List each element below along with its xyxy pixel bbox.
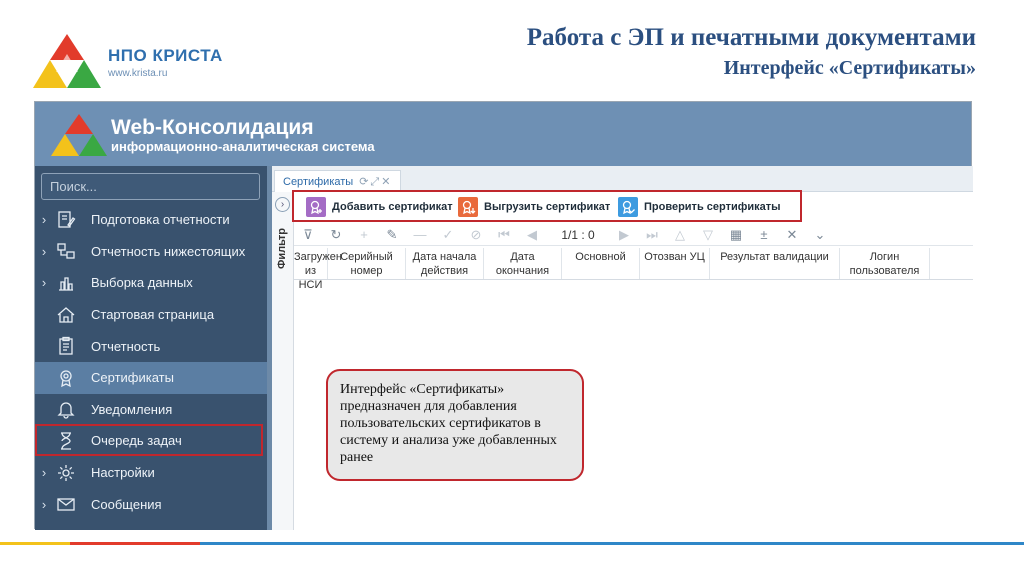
report-edit-icon bbox=[53, 209, 79, 231]
move-up-icon[interactable]: △ bbox=[675, 226, 685, 242]
tab-label: Сертификаты bbox=[283, 175, 354, 188]
app-header bbox=[35, 102, 971, 166]
sidebar-item-data-selection[interactable] bbox=[35, 267, 267, 299]
sidebar-item-report-preparation[interactable] bbox=[35, 204, 267, 236]
chevron-right-icon: › bbox=[41, 243, 47, 259]
edit-icon[interactable]: ✎ bbox=[386, 226, 398, 242]
next-page-icon[interactable]: ▶ bbox=[619, 226, 629, 242]
prev-page-icon[interactable]: ◀ bbox=[527, 226, 537, 242]
sidebar-item-label: Отчетность bbox=[91, 338, 161, 354]
chevron-right-icon: › bbox=[41, 212, 47, 228]
chevron-right-icon: › bbox=[41, 275, 47, 291]
column-header[interactable]: Отозван УЦ bbox=[640, 248, 710, 279]
export-certificate-label: Выгрузить сертификат bbox=[484, 201, 611, 213]
clipboard-icon bbox=[53, 335, 79, 357]
grid-view-icon[interactable]: ▦ bbox=[729, 226, 743, 242]
remove-icon[interactable]: — bbox=[413, 227, 427, 242]
sidebar-item-label: Уведомления bbox=[91, 401, 173, 417]
tab-certificates[interactable] bbox=[274, 170, 401, 192]
move-down-icon[interactable]: ▽ bbox=[703, 226, 713, 242]
add-icon[interactable]: + bbox=[360, 227, 368, 242]
sidebar-item-label: Стартовая страница bbox=[91, 307, 215, 323]
footer-stripe-red bbox=[70, 542, 200, 545]
sidebar-item-label: Отчетность нижестоящих bbox=[91, 243, 246, 259]
grid-header bbox=[294, 248, 973, 291]
brand-url: www.krista.ru bbox=[108, 68, 168, 79]
pager-status: 1/1 : 0 bbox=[561, 227, 595, 242]
sidebar-item-start-page[interactable] bbox=[35, 299, 267, 331]
certificate-icon bbox=[53, 367, 79, 389]
callout-note: Интерфейс «Сертификаты» предназначен для добавления пользовательских сертификатов в систему и анализа уже добавленных ранее bbox=[326, 369, 584, 481]
footer-stripe-blue bbox=[200, 542, 1024, 545]
last-page-icon[interactable]: ⏭ bbox=[646, 226, 658, 242]
envelope-icon bbox=[53, 493, 79, 515]
column-header[interactable]: Основной bbox=[562, 248, 640, 279]
sidebar-item-certificates[interactable] bbox=[35, 362, 267, 394]
sidebar-item-subordinate-reports[interactable] bbox=[35, 236, 267, 268]
close-icon[interactable]: ✕ bbox=[381, 175, 393, 188]
cancel-icon[interactable]: ⊘ bbox=[470, 226, 482, 242]
dropdown-icon[interactable]: ⌄ bbox=[814, 226, 826, 242]
bell-icon bbox=[53, 398, 79, 420]
filter-icon[interactable]: ⊽ bbox=[303, 226, 313, 242]
highlight-frame-certificates bbox=[35, 424, 263, 456]
sidebar-item-notifications[interactable] bbox=[35, 394, 267, 426]
app-logo-icon bbox=[49, 112, 109, 158]
tab-controls bbox=[359, 175, 392, 189]
clear-columns-icon[interactable]: ✕ bbox=[786, 226, 798, 242]
first-page-icon[interactable]: ⏮ bbox=[498, 226, 510, 242]
tab-bar bbox=[272, 166, 973, 192]
filter-label[interactable]: Фильтр bbox=[276, 228, 288, 270]
sidebar-nav bbox=[35, 204, 267, 520]
refresh-icon[interactable]: ⟳ bbox=[359, 175, 371, 188]
verify-certificates-label: Проверить сертификаты bbox=[644, 201, 781, 213]
sidebar-item-label: Выборка данных bbox=[91, 275, 193, 291]
gear-icon bbox=[53, 462, 79, 484]
sidebar-item-label: Настройки bbox=[91, 465, 155, 481]
sidebar bbox=[35, 166, 267, 530]
sidebar-item-settings[interactable] bbox=[35, 457, 267, 489]
column-header[interactable]: Дата окончания bbox=[484, 248, 562, 279]
app-subtitle: информационно-аналитическая система bbox=[111, 139, 375, 154]
home-icon bbox=[53, 304, 79, 326]
hierarchy-icon bbox=[53, 240, 79, 262]
slide-title bbox=[527, 22, 976, 82]
brand-name: НПО КРИСТА bbox=[108, 46, 223, 65]
column-header[interactable]: Логин пользователя bbox=[840, 248, 930, 279]
highlight-frame-actions bbox=[292, 190, 802, 222]
column-header[interactable]: Загружен из НСИ bbox=[294, 248, 328, 279]
chart-icon bbox=[53, 272, 79, 294]
chevron-right-icon: › bbox=[41, 465, 47, 481]
krista-logo bbox=[32, 32, 102, 94]
column-header[interactable]: Результат валидации bbox=[710, 248, 840, 279]
sidebar-item-reports[interactable] bbox=[35, 330, 267, 362]
sidebar-item-label: Сертификаты bbox=[91, 370, 174, 386]
column-header[interactable]: Дата начала действия bbox=[406, 248, 484, 279]
app-name: Web-Консолидация bbox=[111, 116, 314, 139]
column-header[interactable]: Серийный номер bbox=[328, 248, 406, 279]
sidebar-item-label: Сообщения bbox=[91, 496, 162, 512]
sidebar-item-messages[interactable] bbox=[35, 488, 267, 520]
filter-panel bbox=[272, 192, 294, 530]
slide-title-line1: Работа с ЭП и печатными документами bbox=[526, 24, 976, 51]
footer-stripe-yellow bbox=[0, 542, 70, 545]
confirm-icon[interactable]: ✓ bbox=[442, 226, 454, 242]
sidebar-item-label: Очередь задач bbox=[91, 433, 182, 449]
reload-icon[interactable]: ↻ bbox=[330, 226, 342, 242]
add-certificate-label: Добавить сертификат bbox=[332, 201, 453, 213]
slide-title-line2: Интерфейс «Сертификаты» bbox=[723, 57, 976, 79]
search-input[interactable]: Поиск... bbox=[41, 173, 260, 200]
grid-toolbar bbox=[294, 224, 973, 246]
expand-icon[interactable]: ⤢ bbox=[370, 175, 382, 188]
chevron-right-icon: › bbox=[41, 496, 47, 512]
sort-icon[interactable]: ± bbox=[760, 227, 768, 242]
chevron-right-icon[interactable]: › bbox=[275, 197, 290, 212]
sidebar-item-label: Подготовка отчетности bbox=[91, 212, 230, 228]
